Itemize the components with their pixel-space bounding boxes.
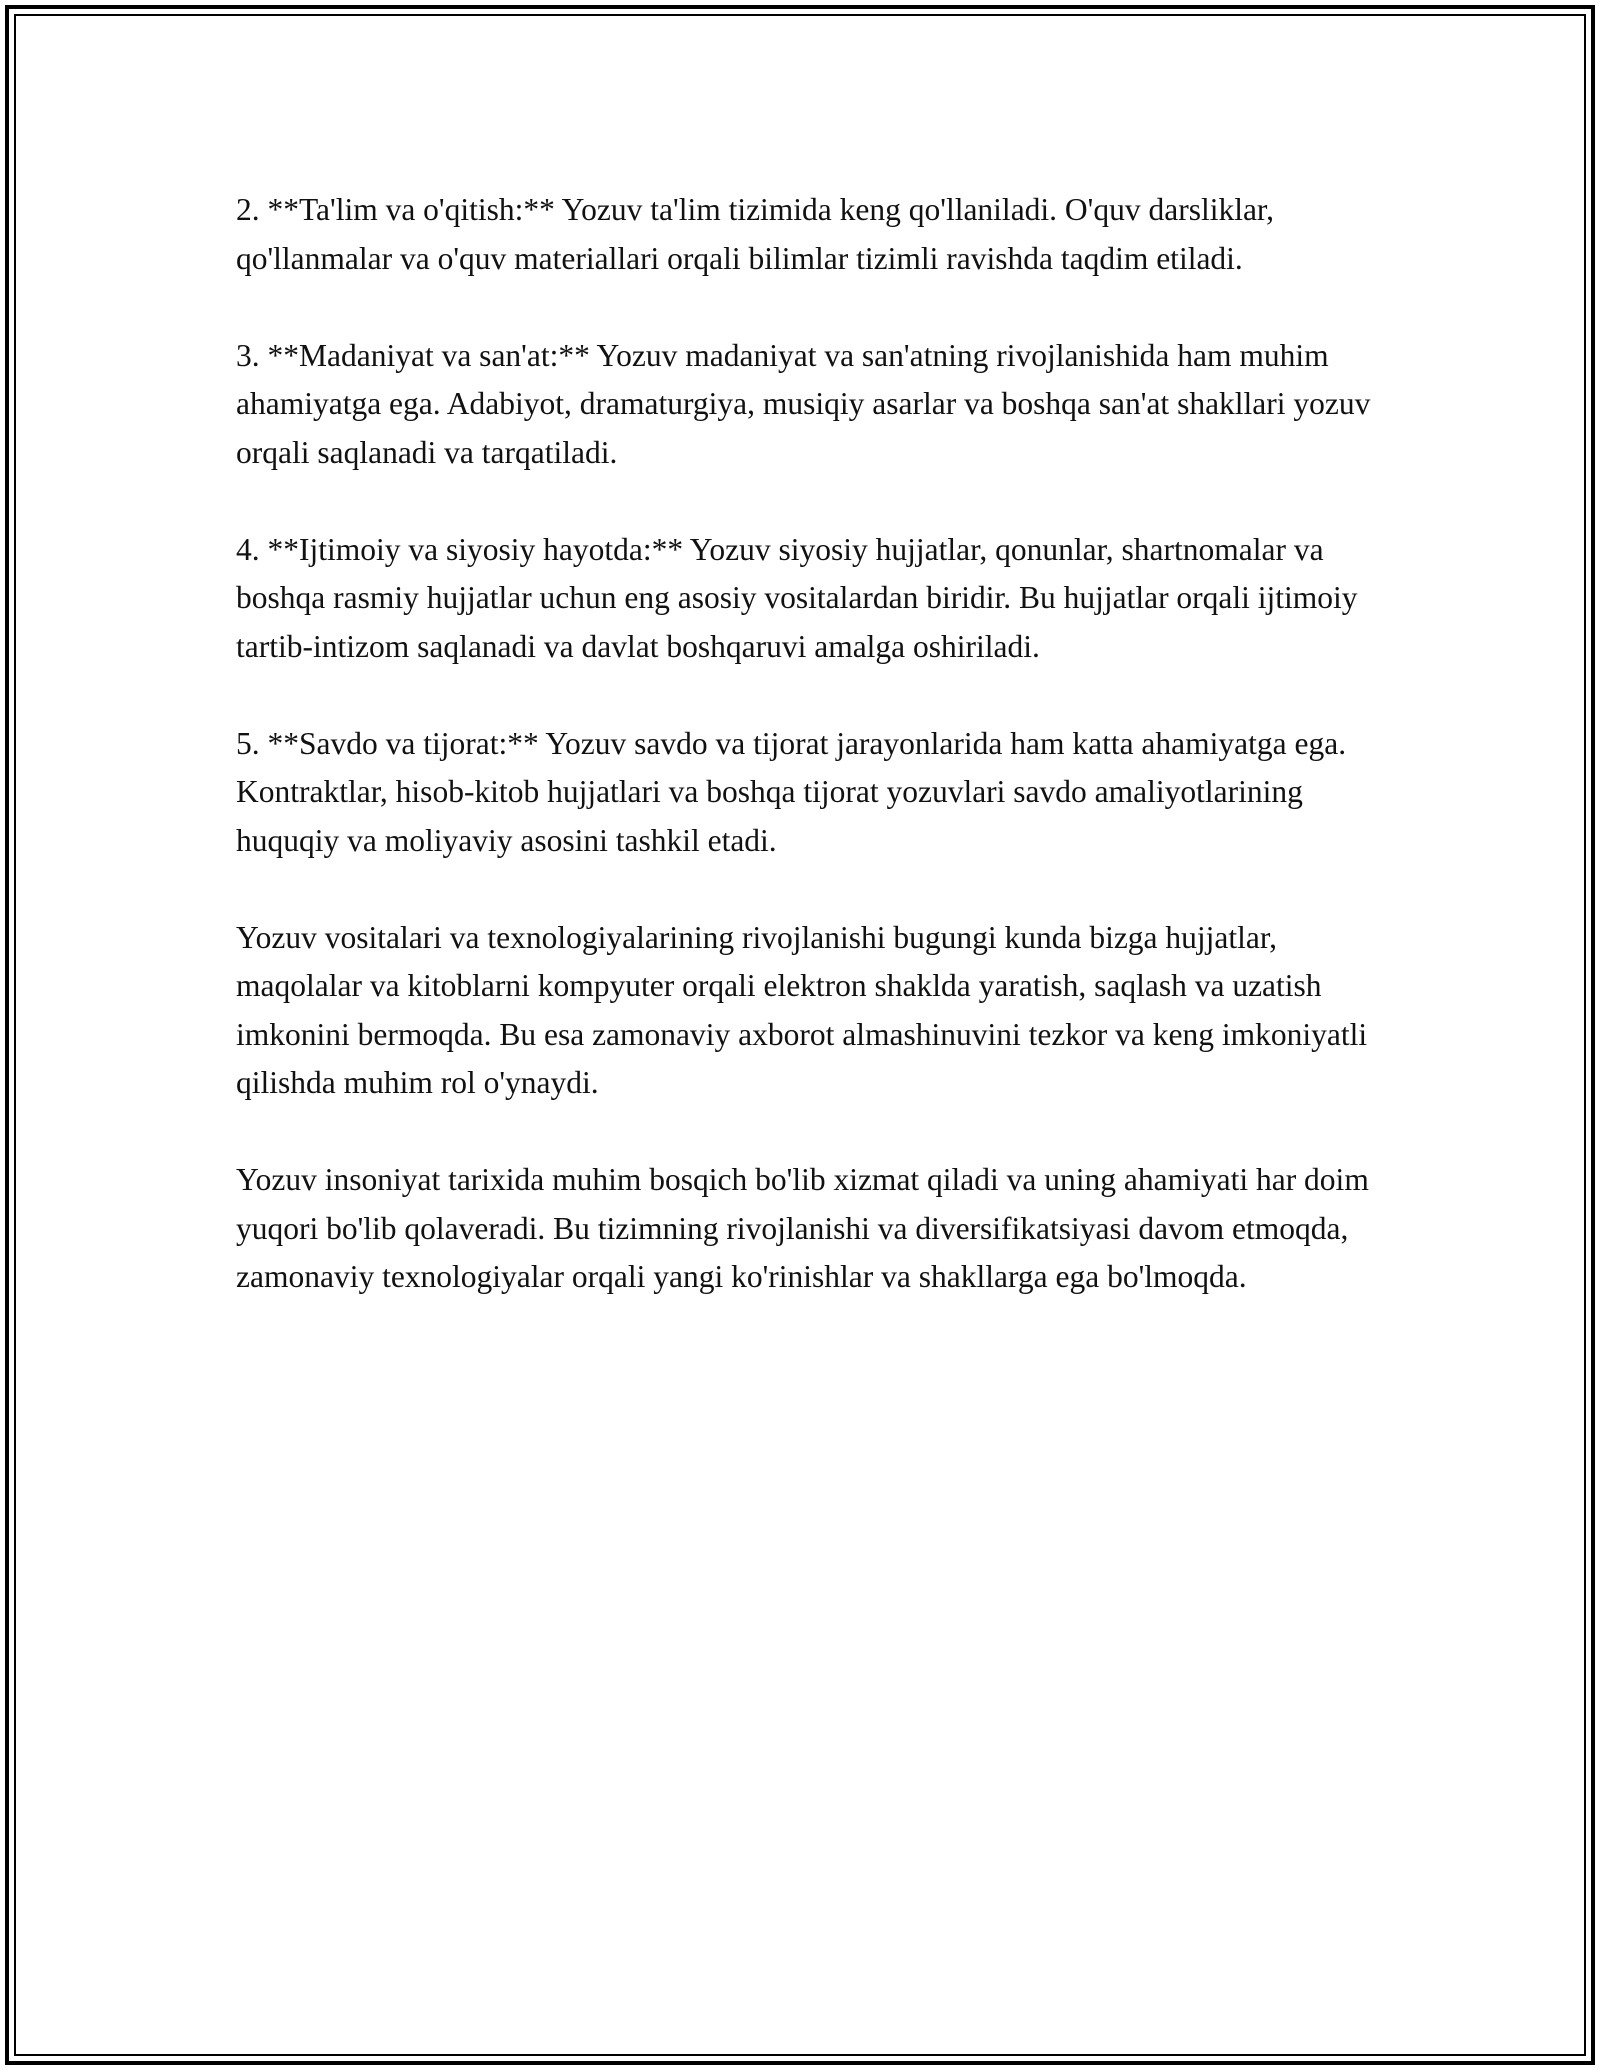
paragraph-conclusion: Yozuv insoniyat tarixida muhim bosqich bo'lib xizmat qiladi va uning ahamiyati har doim yuqori bo'lib qolaveradi. Bu tizimning rivojlanishi va diversifikatsiyasi davom etmoqda, zamonaviy texnologiyalar orqali yangi ko'rinishlar va shakllarga ega bo'lmoqda.	[236, 1162, 1369, 1294]
paragraph-education: 2. **Ta'lim va o'qitish:** Yozuv ta'lim tizimida keng qo'llaniladi. O'quv darsliklar, qo'llanmalar va o'quv materiallari orqali bilimlar tizimli ravishda taqdim etiladi.	[236, 192, 1275, 276]
paragraph-trade-commerce: 5. **Savdo va tijorat:** Yozuv savdo va tijorat jarayonlarida ham katta ahamiyatga ega. Kontraktlar, hisob-kitob hujjatlari va boshqa tijorat yozuvlari savdo amaliyotlarining huquqiy va moliyaviy asosini tashkil etadi.	[236, 725, 1347, 858]
paragraph-culture-art: 3. **Madaniyat va san'at:** Yozuv madaniyat va san'atning rivojlanishida ham muhim ahamiyatga ega. Adabiyot, dramaturgiya, musiqiy asarlar va boshqa san'at shakllari yozuv orqali saqlanadi va tarqatiladi.	[236, 337, 1371, 470]
document-body	[236, 186, 1376, 1350]
paragraph-writing-technology: Yozuv vositalari va texnologiyalarining rivojlanishi bugungi kunda bizga hujjatlar, maqolalar va kitoblarni kompyuter orqali elektron shaklda yaratish, saqlash va uzatish imkonini bermoqda. Bu esa zamonaviy axborot almashinuvini tezkor va keng imkoniyatli qilishda muhim rol o'ynaydi.	[236, 919, 1368, 1100]
paragraph-social-political: 4. **Ijtimoiy va siyosiy hayotda:** Yozuv siyosiy hujjatlar, qonunlar, shartnomalar va boshqa rasmiy hujjatlar uchun eng asosiy vositalardan biridir. Bu hujjatlar orqali ijtimoiy tartib-intizom saqlanadi va davlat boshqaruvi amalga oshiriladi.	[236, 531, 1358, 664]
